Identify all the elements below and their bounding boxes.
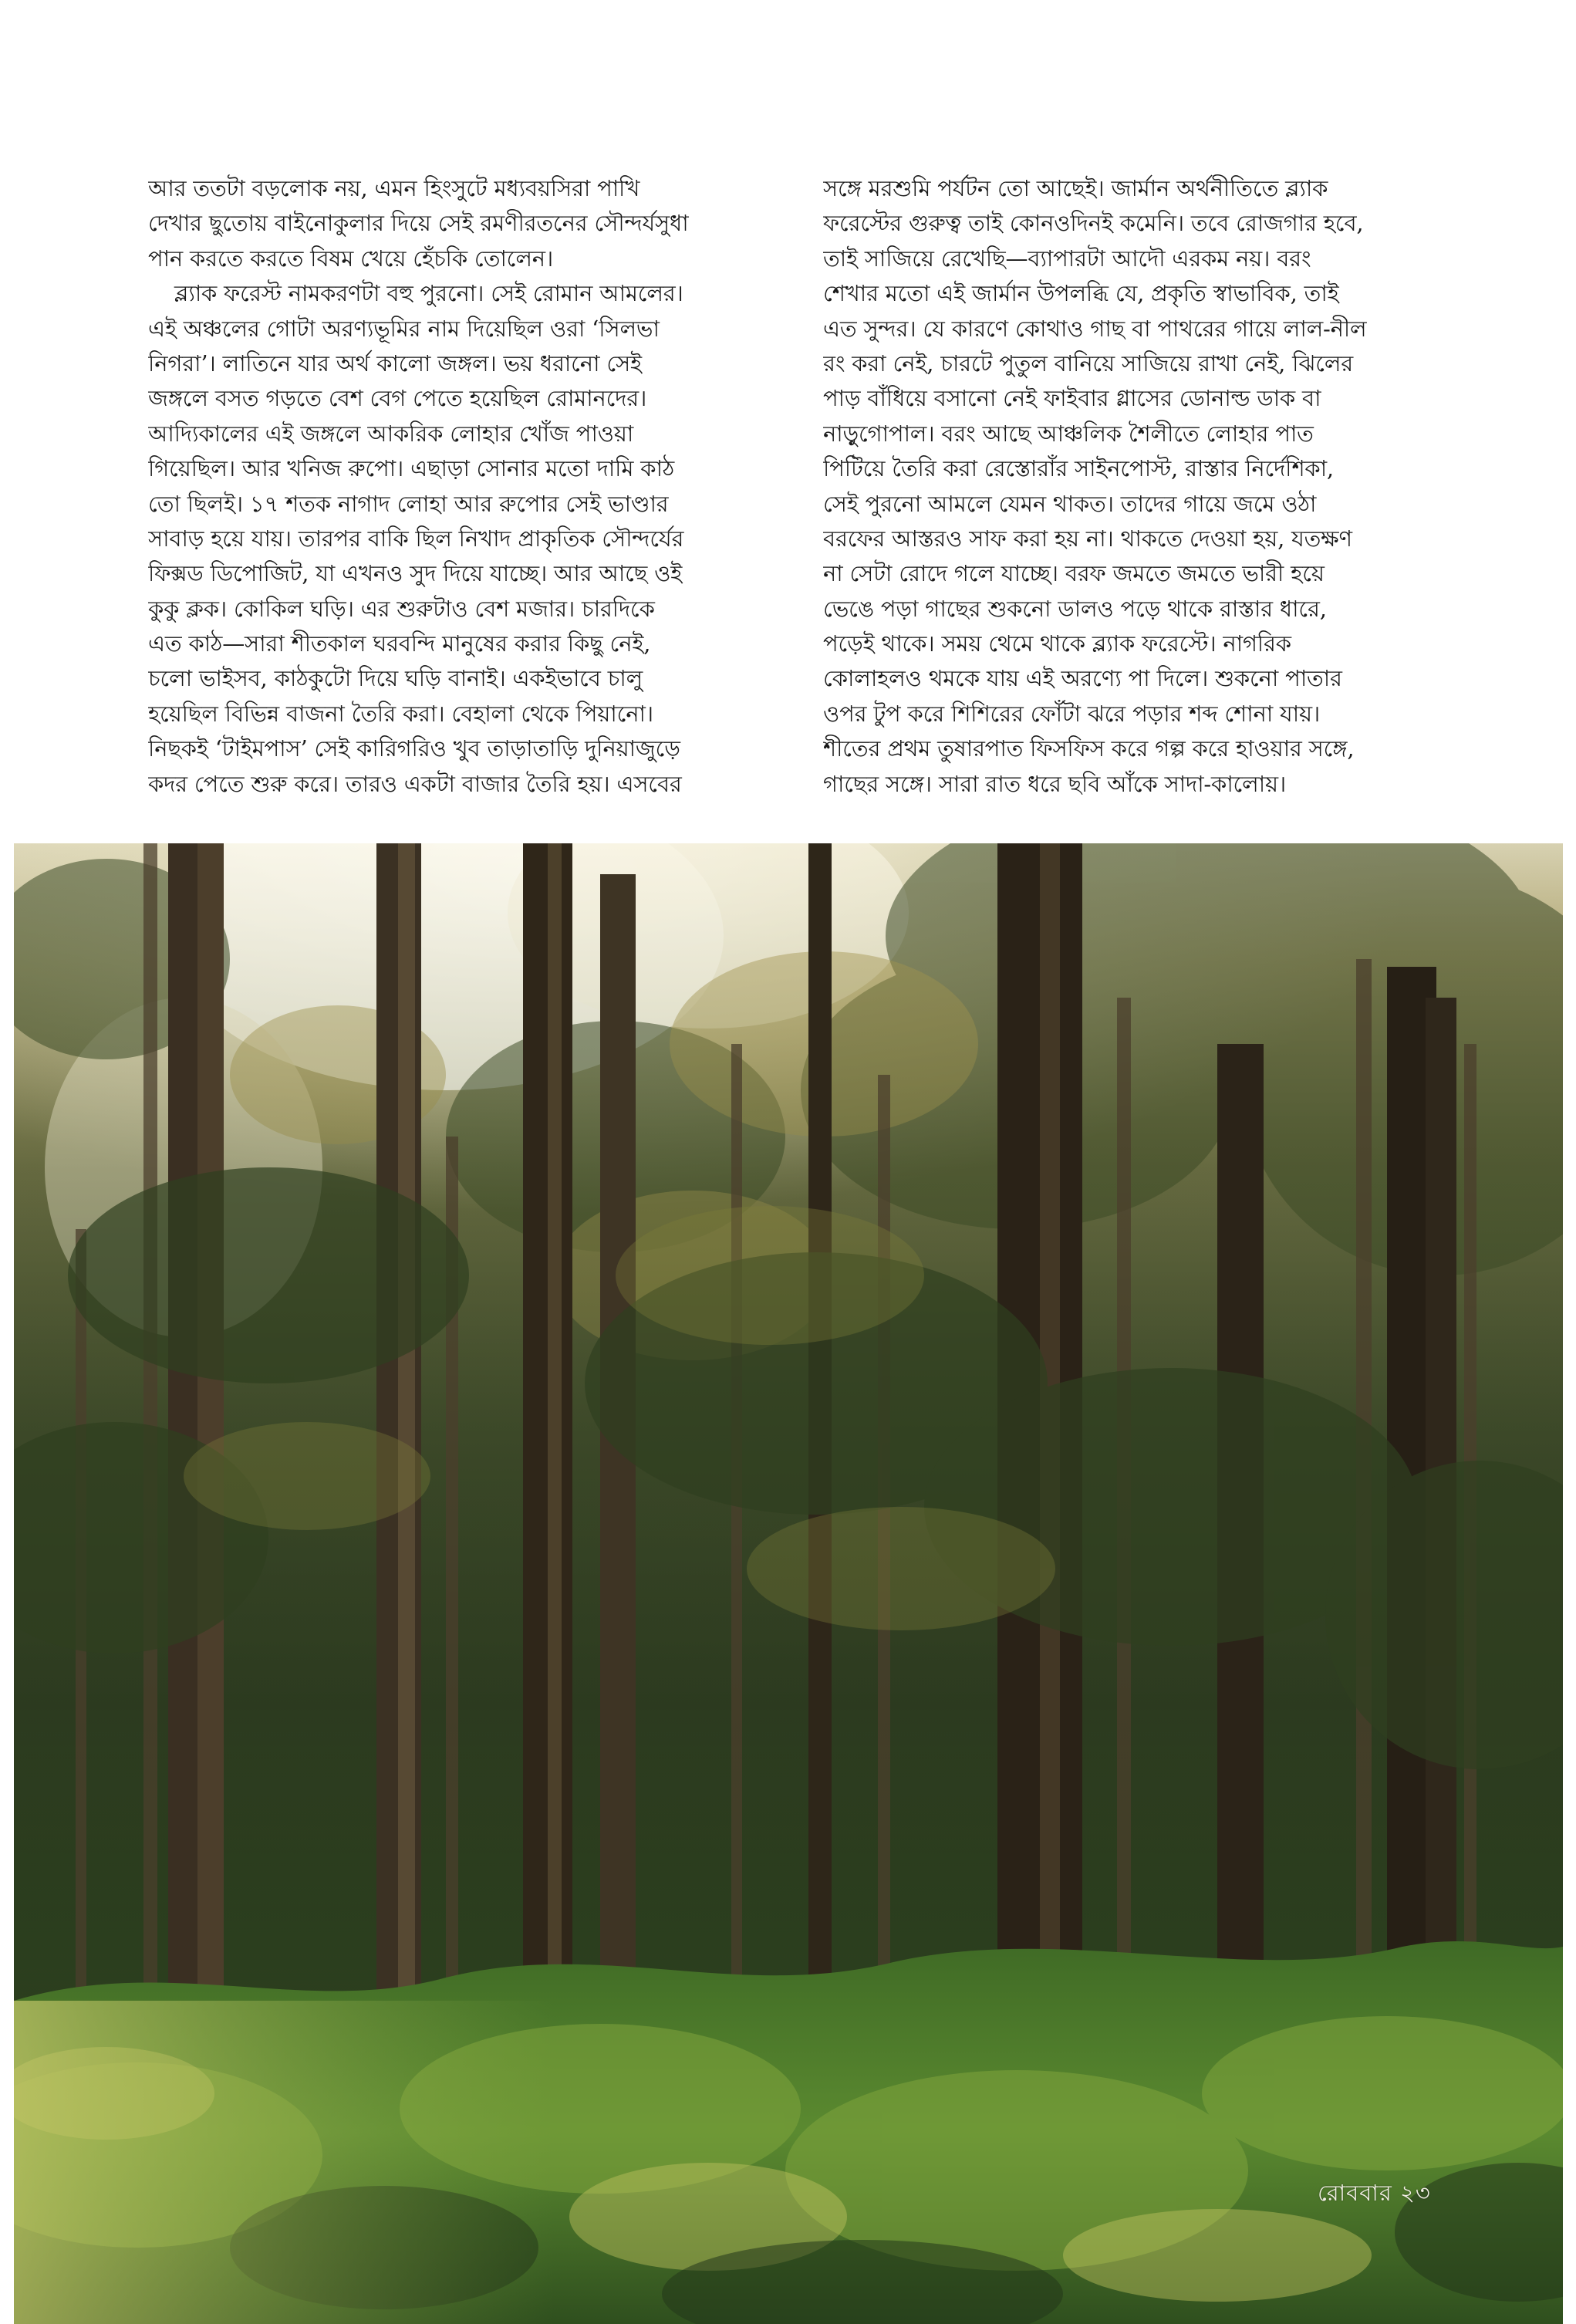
text-line: ওপর টুপ করে শিশিরের ফোঁটা ঝরে পড়ার শব্দ শোনা যায়।: [823, 700, 1321, 727]
article-column-left: [148, 171, 771, 802]
text-line: কদর পেতে শুরু করে। তারও একটা বাজার তৈরি হয়। এসবের: [148, 770, 682, 797]
text-line: এই অঞ্চলের গোটা অরণ্যভূমির নাম দিয়েছিল ওরা ‘সিলভা: [148, 315, 660, 342]
text-line: তাই সাজিয়ে রেখেছি—ব্যাপারটা আদৌ এরকম নয়। বরং: [823, 245, 1311, 272]
forest-photo: [14, 843, 1563, 2324]
text-line: পিটিয়ে তৈরি করা রেস্তোরাঁর সাইনপোস্ট, রাস্তার নির্দেশিকা,: [823, 455, 1334, 482]
text-line: পান করতে করতে বিষম খেয়ে হেঁচকি তোলেন।: [148, 245, 554, 272]
text-line: নিগরা’। লাতিনে যার অর্থ কালো জঙ্গল। ভয় ধরানো সেই: [148, 350, 642, 377]
text-line: ফরেস্টের গুরুত্ব তাই কোনওদিনই কমেনি। তবে রোজগার হবে,: [823, 210, 1364, 237]
text-line: ভেঙে পড়া গাছের শুকনো ডালও পড়ে থাকে রাস্তার ধারে,: [823, 595, 1327, 622]
forest-illustration: [14, 843, 1563, 2324]
text-line: নিছকই ‘টাইমপাস’ সেই কারিগরিও খুব তাড়াতাড়ি দুনিয়াজুড়ে: [148, 735, 680, 762]
text-line: সঙ্গে মরশুমি পর্যটন তো আছেই। জার্মান অর্থনীতিতে ব্ল্যাক: [823, 175, 1328, 201]
text-line: দেখার ছুতোয় বাইনোকুলার দিয়ে সেই রমণীরতনের সৌন্দর্যসুধা: [148, 210, 689, 237]
page-folio: রোববার ২৩: [1318, 2180, 1431, 2206]
text-line: সাবাড় হয়ে যায়। তারপর বাকি ছিল নিখাদ প্রাকৃতিক সৌন্দর্যের: [148, 525, 684, 552]
paragraph-start-line: ব্ল্যাক ফরেস্ট নামকরণটা বহু পুরনো। সেই রোমান আমলের।: [174, 280, 683, 307]
text-line: পাড় বাঁধিয়ে বসানো নেই ফাইবার গ্লাসের ডোনাল্ড ডাক বা: [823, 385, 1321, 412]
text-line: ফিক্সড ডিপোজিট, যা এখনও সুদ দিয়ে যাচ্ছে। আর আছে ওই: [148, 560, 683, 587]
text-line: হয়েছিল বিভিন্ন বাজনা তৈরি করা। বেহালা থেকে পিয়ানো।: [148, 700, 653, 727]
text-line: এত সুন্দর। যে কারণে কোথাও গাছ বা পাথরের গায়ে লাল-নীল: [823, 315, 1367, 342]
text-line: তো ছিলই। ১৭ শতক নাগাদ লোহা আর রুপোর সেই ভাণ্ডার: [148, 490, 669, 517]
text-line: পড়েই থাকে। সময় থেমে থাকে ব্ল্যাক ফরেস্টে। নাগরিক: [823, 630, 1291, 657]
text-line: চলো ভাইসব, কাঠকুটো দিয়ে ঘড়ি বানাই। একইভাবে চালু: [148, 665, 643, 692]
text-line: না সেটা রোদে গলে যাচ্ছে। বরফ জমতে জমতে ভারী হয়ে: [823, 560, 1325, 587]
article-column-right: [823, 171, 1446, 802]
text-line: গাছের সঙ্গে। সারা রাত ধরে ছবি আঁকে সাদা-কালোয়।: [823, 770, 1287, 797]
text-line: রং করা নেই, চারটে পুতুল বানিয়ে সাজিয়ে রাখা নেই, ঝিলের: [823, 350, 1354, 377]
text-line: সেই পুরনো আমলে যেমন থাকত। তাদের গায়ে জমে ওঠা: [823, 490, 1317, 517]
text-line: এত কাঠ—সারা শীতকাল ঘরবন্দি মানুষের করার কিছু নেই,: [148, 630, 651, 657]
text-line: নাড়ুগোপাল। বরং আছে আঞ্চলিক শৈলীতে লোহার পাত: [823, 420, 1314, 447]
text-line: গিয়েছিল। আর খনিজ রুপো। এছাড়া সোনার মতো দামি কাঠ: [148, 455, 675, 482]
text-line: জঙ্গলে বসত গড়তে বেশ বেগ পেতে হয়েছিল রোমানদের।: [148, 385, 647, 412]
text-line: কুকু ক্লক। কোকিল ঘড়ি। এর শুরুটাও বেশ মজার। চারদিকে: [148, 595, 655, 622]
text-line: আদ্যিকালের এই জঙ্গলে আকরিক লোহার খোঁজ পাওয়া: [148, 420, 634, 447]
text-line: বরফের আস্তরও সাফ করা হয় না। থাকতে দেওয়া হয়, যতক্ষণ: [823, 525, 1352, 552]
text-line: শীতের প্রথম তুষারপাত ফিসফিস করে গল্প করে হাওয়ার সঙ্গে,: [823, 735, 1355, 762]
text-line: কোলাহলও থমকে যায় এই অরণ্যে পা দিলে। শুকনো পাতার: [823, 665, 1342, 692]
text-line: শেখার মতো এই জার্মান উপলব্ধি যে, প্রকৃতি স্বাভাবিক, তাই: [823, 280, 1339, 307]
text-line: আর ততটা বড়লোক নয়, এমন হিংসুটে মধ্যবয়সিরা পাখি: [148, 175, 640, 201]
